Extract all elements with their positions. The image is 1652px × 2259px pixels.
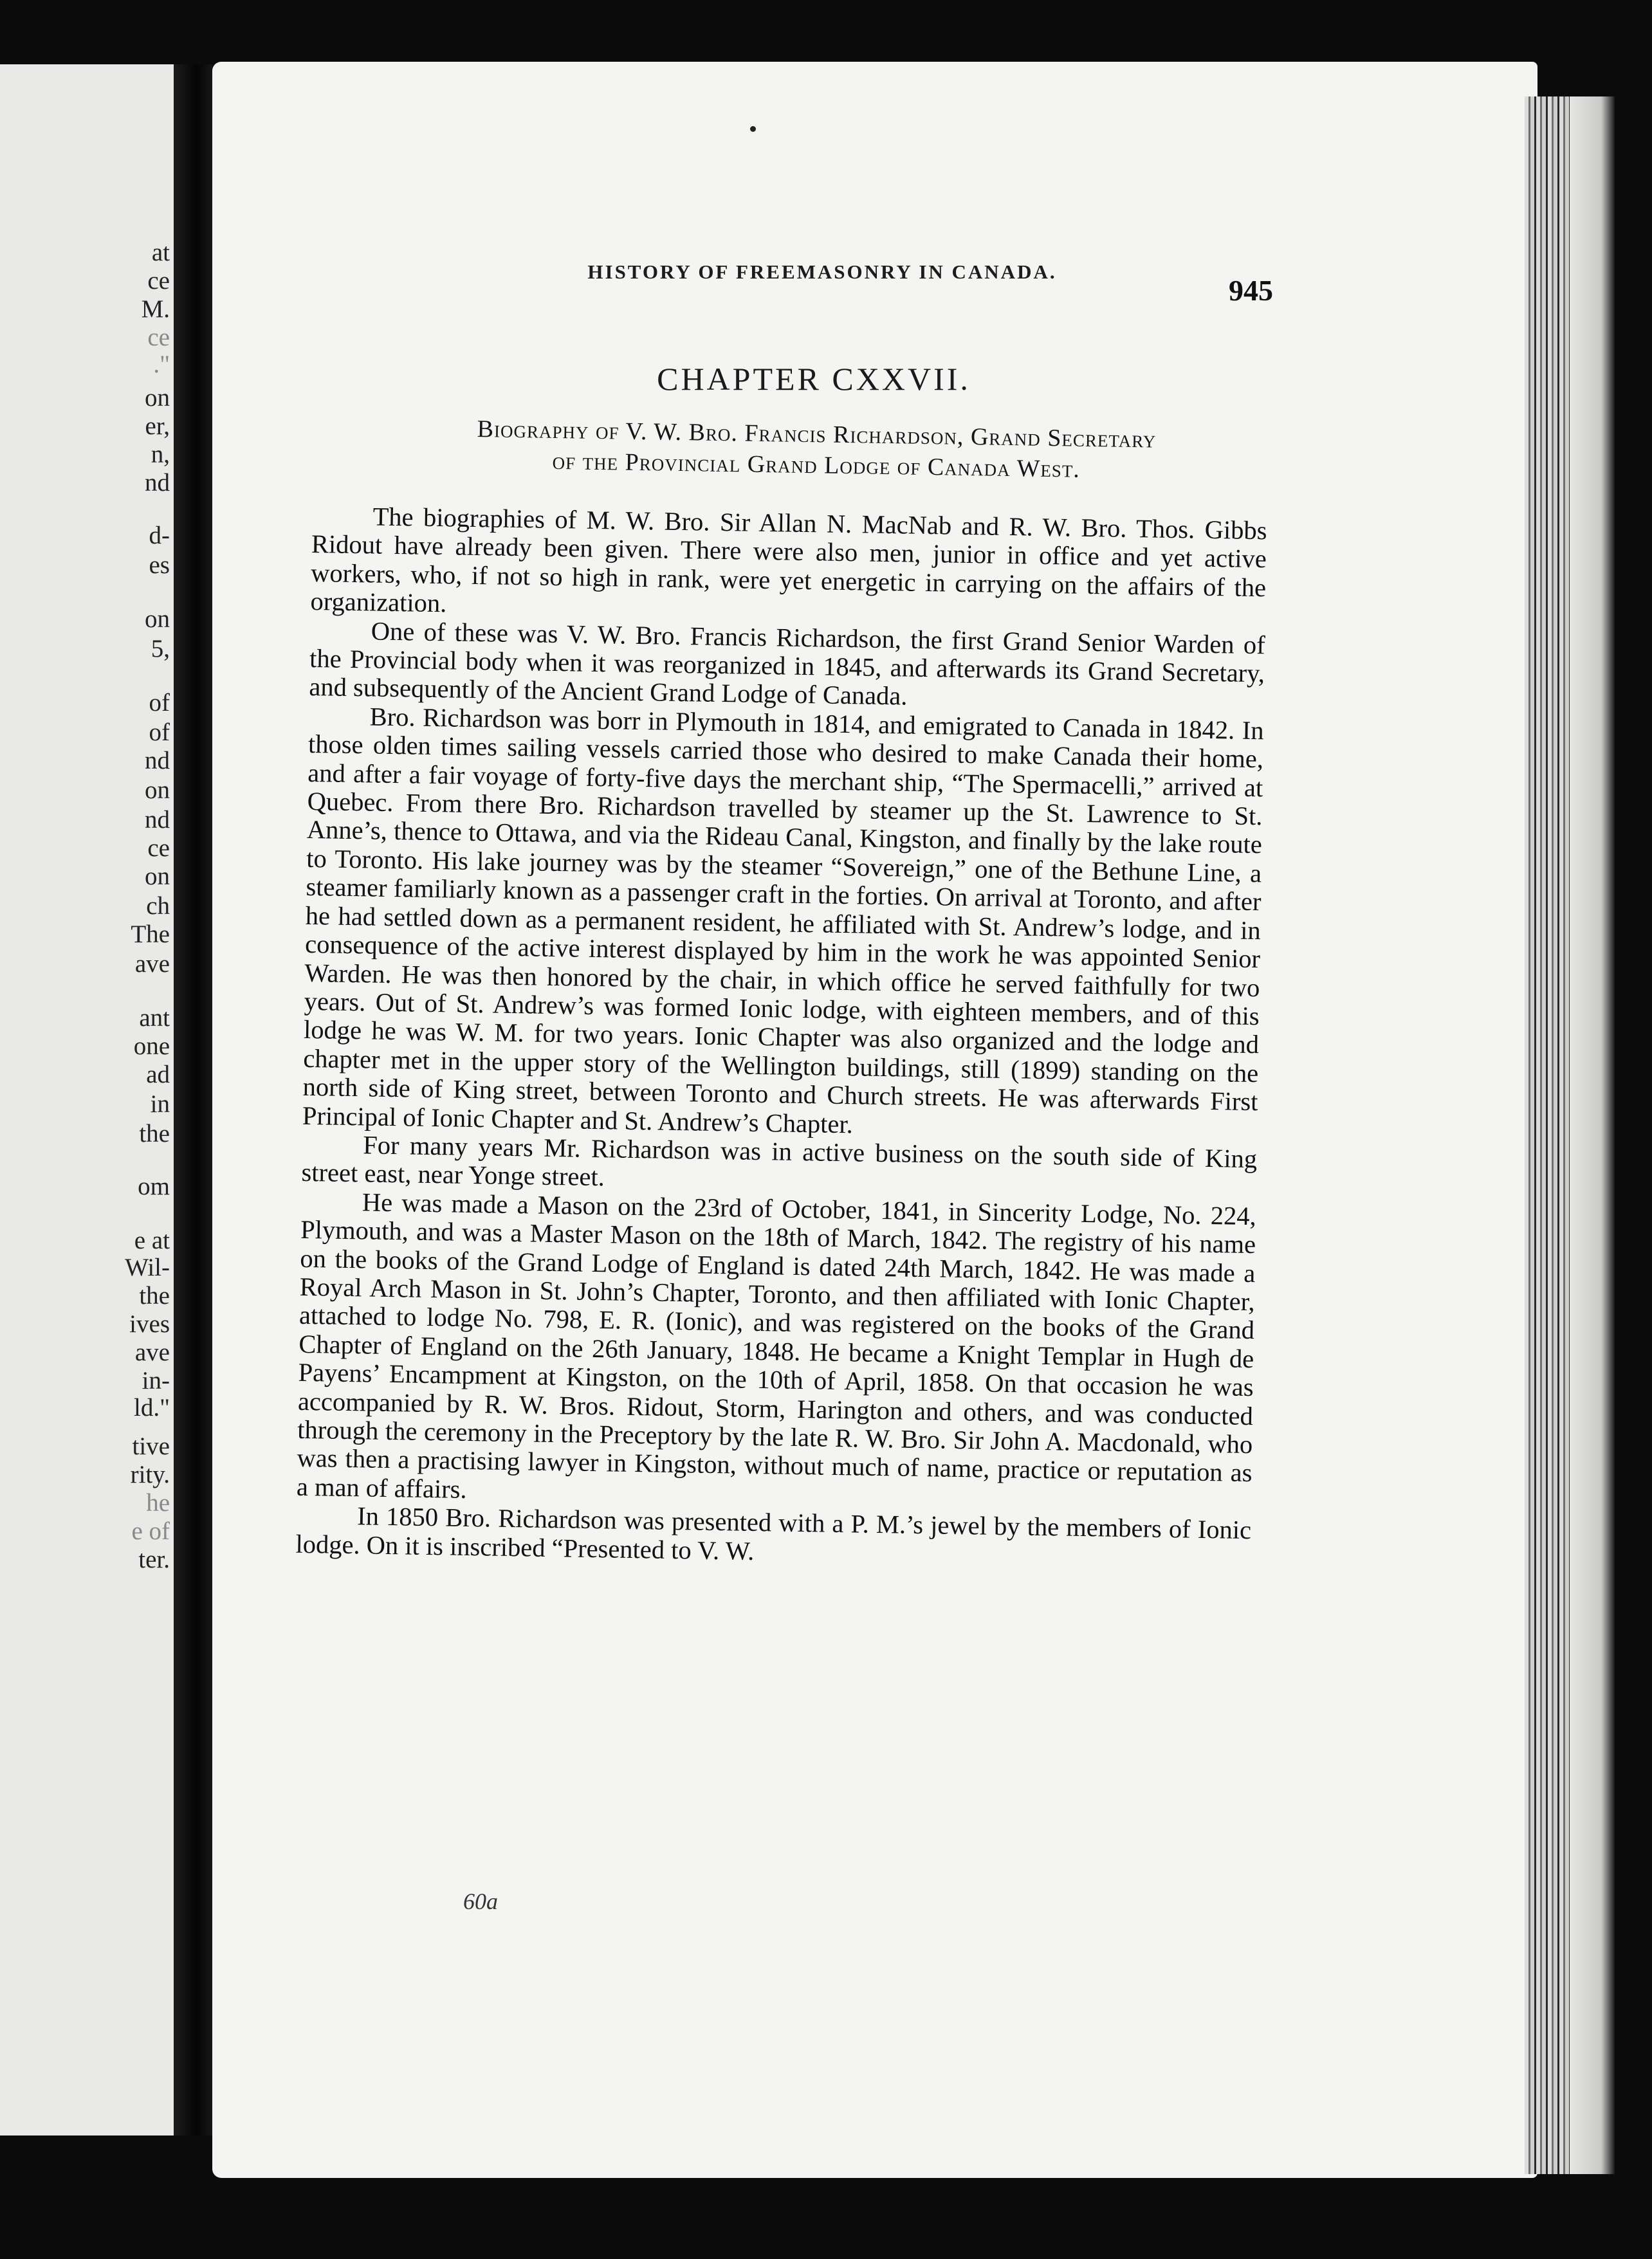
facing-page-fragment: d- bbox=[149, 522, 170, 549]
facing-page-fragment: e of bbox=[131, 1517, 170, 1545]
facing-page-fragment: on bbox=[145, 776, 170, 804]
facing-page-fragment: ld." bbox=[133, 1394, 170, 1422]
paragraph: For many years Mr. Richardson was in active business on the south side of King street east, near Yonge street. bbox=[301, 1130, 1258, 1192]
facing-page-fragment: at bbox=[151, 239, 170, 266]
facing-page-fragment: ad bbox=[146, 1061, 170, 1088]
paragraph: One of these was V. W. Bro. Francis Richardson, the first Grand Senior Warden of the Provincial body when it was reorganized in 1845, and afterwards its Grand Secretary, and subsequently of the Ancient Grand Lodge of Canada. bbox=[309, 616, 1266, 711]
facing-page-fragment: the bbox=[139, 1120, 170, 1148]
facing-page-fragment: Wil- bbox=[125, 1254, 170, 1281]
facing-page-fragment: ce bbox=[147, 324, 170, 351]
body-text bbox=[295, 502, 1267, 1573]
facing-page-fragment: n, bbox=[151, 441, 170, 468]
page-edges bbox=[1525, 96, 1615, 2174]
print-speck bbox=[750, 126, 756, 132]
facing-page-fragment: om bbox=[138, 1173, 170, 1200]
facing-page-fragment: ter. bbox=[138, 1546, 170, 1573]
facing-page-fragment: ave bbox=[134, 950, 170, 978]
page-number: 945 bbox=[1229, 274, 1273, 307]
facing-page-fragment: one bbox=[133, 1032, 170, 1060]
facing-page bbox=[0, 64, 174, 2136]
facing-page-fragment: ce bbox=[147, 834, 170, 862]
facing-page-fragment: on bbox=[145, 384, 170, 412]
facing-page-fragment: on bbox=[145, 863, 170, 890]
facing-page-fragment: tive bbox=[132, 1432, 170, 1460]
facing-page-fragment: 5, bbox=[151, 635, 170, 663]
subtitle-line: Biography of V. W. Bro. Francis Richardson, Grand Secretary bbox=[477, 416, 1157, 453]
facing-page-fragment: he bbox=[146, 1489, 170, 1517]
facing-page-fragment: ce bbox=[147, 267, 170, 295]
facing-page-fragment: on bbox=[145, 605, 170, 633]
facing-page-fragment: ives bbox=[129, 1310, 170, 1338]
facing-page-fragment: ant bbox=[139, 1004, 170, 1032]
facing-page-fragment: in- bbox=[142, 1367, 170, 1395]
signature-mark: 60a bbox=[463, 1889, 498, 1914]
facing-page-fragment: ch bbox=[146, 892, 170, 920]
facing-page-fragment: M. bbox=[141, 295, 170, 323]
facing-page-fragment: of bbox=[149, 689, 170, 717]
subtitle-line: of the Provincial Grand Lodge of Canada West. bbox=[552, 447, 1081, 483]
facing-page-fragment: nd bbox=[145, 469, 170, 497]
paragraph: The biographies of M. W. Bro. Sir Allan N. MacNab and R. W. Bro. Thos. Gibbs Ridout have already been given. There were also men, junior in office and yet active workers, who, if not so high in rank, were yet energetic in carrying on the affairs of the organization. bbox=[310, 502, 1267, 618]
running-head: HISTORY OF FREEMASONRY IN CANADA. bbox=[587, 261, 1057, 283]
facing-page-fragment: er, bbox=[145, 412, 170, 440]
book-gutter bbox=[174, 64, 212, 2136]
facing-page-fragment: ." bbox=[153, 351, 170, 378]
paragraph: In 1850 Bro. Richardson was presented with a P. M.’s jewel by the members of Ionic lodge. On it is inscribed “Presented to V. W. bbox=[295, 1501, 1252, 1566]
paragraph: Bro. Richardson was borr in Plymouth in 1814, and emigrated to Canada in 1842. In those olden times sailing vessels carried those who desired to make Canada their home, and after a fair voyage of forty-five days the merchant ship, “The Spermacelli,” arrived at Quebec. From there Bro. Richardson travelled by steamer up the St. Lawrence to St. Anne’s, thence to Ottawa, and via the Rideau Canal, Kingston, and finally by the lake route to Toronto. His lake journey was by the steamer “Sovereign,” one of the Bethune Line, a steamer familiarly known as a passenger craft in the forties. On arrival at Toronto, and after he had settled down as a permanent resident, he affiliated with St. Andrew’s lodge, and in consequence of the active interest displayed by him in the work he was appointed Senior Warden. He was then honored by the chair, in which office he served faithfully for two years. Out of St. Andrew’s was formed Ionic lodge, with eighteen members, and of this lodge he was W. M. for two years. Ionic Chapter was also organized and the lodge and chapter met in the upper story of the Wellington buildings, still (1899) standing on the north side of King street, between Toronto and Church streets. He was afterwards First Principal of Ionic Chapter and St. Andrew’s Chapter. bbox=[302, 702, 1264, 1139]
facing-page-fragment: nd bbox=[145, 747, 170, 774]
facing-page-fragment: es bbox=[149, 551, 170, 579]
facing-page-fragment: e at bbox=[134, 1227, 170, 1254]
facing-page-fragment: ave bbox=[134, 1339, 170, 1366]
facing-page-fragment: of bbox=[149, 718, 170, 746]
facing-page-fragment: nd bbox=[145, 806, 170, 834]
paragraph: He was made a Mason on the 23rd of October, 1841, in Sincerity Lodge, No. 224, Plymouth, and was a Master Mason on the 18th of March, 1842. The registry of his name on the books of the Grand Lodge of England is dated 24th March, 1842. He was made a Royal Arch Mason in St. John’s Chapter, Toronto, and then affiliated with Ionic Chapter, attached to lodge No. 798, E. R. (Ionic), and was registered on the books of the Grand Chapter of England on the 26th January, 1848. He became a Knight Templar in Hugh de Payens’ Encampment at Kingston, on the 10th of April, 1858. On that occasion he was accompanied by R. W. Bros. Ridout, Storm, Harington and others, and was conducted through the ceremony in the Preceptory by the late R. W. Bro. Sir John A. Macdonald, who was then a practising lawyer in Kingston, without much of name, practice or reputation as a man of affairs. bbox=[296, 1187, 1257, 1504]
facing-page-fragment: in bbox=[150, 1090, 170, 1118]
facing-page-fragment: The bbox=[131, 920, 170, 948]
facing-page-fragment: rity. bbox=[130, 1461, 170, 1488]
facing-page-fragment: the bbox=[139, 1282, 170, 1310]
chapter-title: CHAPTER CXXVII. bbox=[657, 361, 971, 397]
